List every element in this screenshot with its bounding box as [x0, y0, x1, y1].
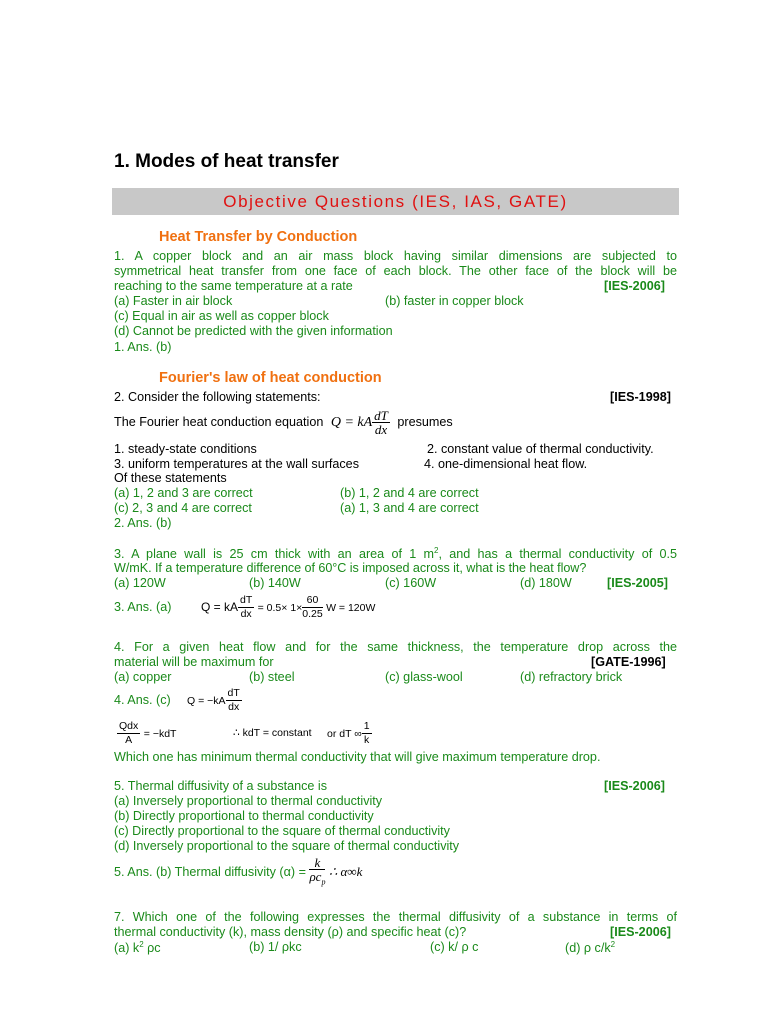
q5-answer [114, 856, 362, 889]
q7-option-d-base: (d) ρ c/k [565, 941, 611, 956]
q7-line2: thermal conductivity (k), mass density (ρ) and specific heat (c)? [114, 925, 467, 939]
q3-eq-frac2 [302, 594, 322, 621]
q4-eq2-part: = −kdT [143, 728, 177, 740]
q2-eq-num: dT [374, 408, 388, 424]
q4-eq2-num: Qdx [119, 720, 139, 733]
q4-option-a: (a) copper [114, 670, 172, 684]
q4-eq2-den: A [125, 734, 133, 747]
q7-option-c: (c) k/ ρ c [430, 940, 479, 954]
q4-eq1-den: dx [228, 701, 240, 714]
q5-eq-frac [309, 856, 325, 889]
q1-option-b: (b) faster in copper block [385, 294, 524, 308]
q5-eq-den-sub: p [321, 877, 326, 887]
q7-option-a-sup: 2 [139, 940, 144, 949]
q1-option-c: (c) Equal in air as well as copper block [114, 309, 329, 323]
q3-line1-sup: 2 [434, 546, 439, 555]
q3-answer: 3. Ans. (a) [114, 600, 172, 614]
q2-statement-3: 3. uniform temperatures at the wall surfaces [114, 457, 359, 471]
q5-option-b: (b) Directly proportional to thermal conductivity [114, 809, 374, 823]
q5-answer-text: 5. Ans. (b) Thermal diffusivity (α) = [114, 865, 306, 879]
q2-option-a: (a) 1, 2 and 3 are correct [114, 486, 253, 500]
q7-option-a [114, 940, 161, 955]
q5-eq-den [309, 870, 325, 889]
q7-option-b: (b) 1/ ρkc [249, 940, 302, 954]
q4-eq1-frac [226, 687, 242, 714]
q2-option-b: (b) 1, 2 and 4 are correct [340, 486, 479, 500]
q4-eq4-den: k [364, 734, 370, 747]
q4-option-b: (b) steel [249, 670, 295, 684]
q4-eq2-frac [117, 720, 140, 747]
q7-option-d-sup: 2 [610, 940, 616, 949]
q4-equation-4 [327, 718, 372, 749]
q2-eq-fraction [372, 409, 390, 436]
q4-eq3: ∴ kdT = constant [233, 727, 312, 739]
q2-option-c: (c) 2, 3 and 4 are correct [114, 501, 252, 515]
q3-eq-den2: 0.25 [302, 608, 323, 621]
q3-option-a: (a) 120W [114, 576, 166, 590]
q5-option-d: (d) Inversely proportional to the square of thermal conductivity [114, 839, 460, 853]
q1-line3: reaching to the same temperature at a rate [114, 279, 353, 293]
q4-note: Which one has minimum thermal conductivity that will give maximum temperature drop. [114, 750, 601, 764]
q3-equation [201, 592, 375, 623]
q3-line1 [114, 546, 677, 561]
q2-statement-2: 2. constant value of thermal conductivity. [427, 442, 654, 456]
q2-answer: 2. Ans. (b) [114, 516, 172, 530]
q4-answer: 4. Ans. (c) [114, 693, 171, 707]
q2-eq-prefix: The Fourier heat conduction equation [114, 415, 324, 429]
q5-eq-den-base: ρc [309, 869, 322, 885]
q2-equation-line [114, 408, 453, 437]
q3-eq-den1: dx [240, 608, 252, 621]
q3-eq-frac1 [238, 594, 254, 621]
q2-line1: 2. Consider the following statements: [114, 390, 321, 404]
q1-answer: 1. Ans. (b) [114, 340, 172, 354]
q2-option-d: (a) 1, 3 and 4 are correct [340, 501, 479, 515]
q5-exam-tag: [IES-2006] [604, 779, 665, 793]
q7-option-a-base: (a) k [114, 941, 140, 956]
q1-line1: 1. A copper block and an air mass block having similar dimensions are subjected to [114, 249, 677, 263]
q4-exam-tag: [GATE-1996] [591, 655, 666, 669]
q4-eq1-part: Q = −kA [187, 695, 226, 707]
q2-exam-tag: [IES-1998] [610, 390, 671, 404]
section-heading-conduction: Heat Transfer by Conduction [159, 229, 358, 245]
q4-line2: material will be maximum for [114, 655, 274, 669]
q1-exam-tag: [IES-2006] [604, 279, 665, 293]
q4-equation-2 [117, 718, 176, 749]
q3-option-b: (b) 140W [249, 576, 301, 590]
q7-option-d [565, 940, 615, 955]
q3-line2: W/mK. If a temperature difference of 60°C is imposed across it, what is the heat flow? [114, 561, 587, 575]
q3-eq-num1: dT [240, 594, 253, 607]
chapter-title: 1. Modes of heat transfer [114, 151, 339, 172]
q5-eq-num: k [309, 856, 325, 870]
q2-eq-suffix: presumes [397, 415, 453, 429]
q3-exam-tag: [IES-2005] [607, 576, 668, 590]
q3-option-d: (d) 180W [520, 576, 572, 590]
q4-eq4-num: 1 [363, 720, 370, 733]
q5-eq-tail: ∴ α∞k [328, 864, 363, 879]
q3-eq-part1: Q = kA [201, 600, 239, 614]
q3-eq-num2: 60 [302, 594, 322, 608]
q7-option-a-tail: ρc [143, 941, 161, 956]
q4-equation-1 [187, 685, 242, 716]
q1-option-a: (a) Faster in air block [114, 294, 233, 308]
q5-option-c: (c) Directly proportional to the square of thermal conductivity [114, 824, 450, 838]
q4-eq1-num: dT [227, 687, 240, 700]
q3-option-c: (c) 160W [385, 576, 437, 590]
q2-statement-4: 4. one-dimensional heat flow. [424, 457, 588, 471]
q3-eq-part2: = 0.5× 1× [257, 602, 303, 614]
q4-option-c: (c) glass-wool [385, 670, 463, 684]
q4-option-d: (d) refractory brick [520, 670, 623, 684]
q4-eq4-part: or dT ∞ [327, 728, 362, 740]
q7-exam-tag: [IES-2006] [610, 925, 671, 939]
banner-text: Objective Questions (IES, IAS, GATE) [223, 192, 568, 211]
q7-line1: 7. Which one of the following expresses the thermal diffusivity of a substance in terms of [114, 910, 677, 924]
q2-eq-den: dx [374, 422, 388, 438]
q3-line1-a: 3. A plane wall is 25 cm thick with an area of 1 m [114, 547, 434, 562]
q1-line2: symmetrical heat transfer from one face of each block. The other face of the block will be [114, 264, 677, 278]
q2-of-these: Of these statements [114, 471, 227, 485]
q5-line1: 5. Thermal diffusivity of a substance is [114, 779, 328, 793]
section-heading-fourier: Fourier's law of heat conduction [159, 370, 382, 386]
q3-line1-b: , and has a thermal conductivity of 0.5 [438, 547, 677, 562]
q5-option-a: (a) Inversely proportional to thermal conductivity [114, 794, 383, 808]
q2-eq-lhs: Q = kA [330, 415, 373, 430]
q4-line1: 4. For a given heat flow and for the same thickness, the temperature drop across the [114, 640, 677, 654]
q4-eq4-frac [362, 720, 372, 747]
q2-statement-1: 1. steady-state conditions [114, 442, 257, 456]
objective-questions-banner [112, 188, 679, 215]
q1-option-d: (d) Cannot be predicted with the given information [114, 324, 393, 338]
q3-eq-part3: W = 120W [326, 602, 376, 614]
